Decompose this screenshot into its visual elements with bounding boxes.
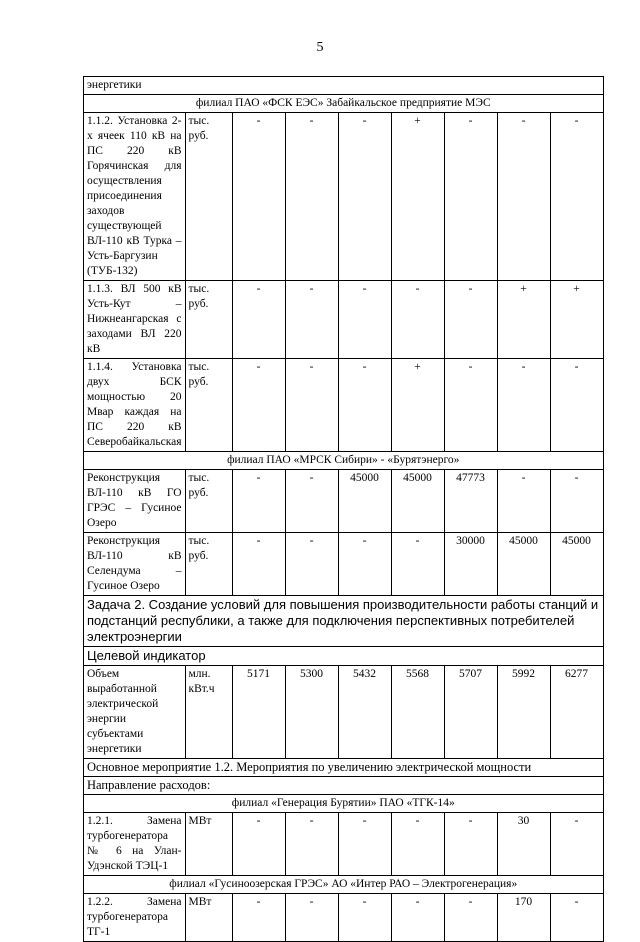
org-header: филиал ПАО «ФСК ЕЭС» Забайкальское предприятие МЭС xyxy=(84,95,604,113)
table-row xyxy=(84,813,604,876)
item-value: 5568 xyxy=(391,666,444,759)
item-name: Реконструкция ВЛ-110 кВ Селендума – Гусиное Озеро xyxy=(84,533,186,596)
org-header: филиал «Гусиноозерская ГРЭС» АО «Интер РАО – Электрогенерация» xyxy=(84,876,604,894)
org-header: филиал ПАО «МРСК Сибири» - «Бурятэнерго» xyxy=(84,452,604,470)
continued-text: энергетики xyxy=(84,77,604,95)
item-value: 5992 xyxy=(497,666,550,759)
item-value: 170 xyxy=(497,894,550,942)
item-value: 5707 xyxy=(444,666,497,759)
budget-table xyxy=(83,76,604,942)
item-value: - xyxy=(232,533,285,596)
item-value: - xyxy=(232,813,285,876)
item-value: - xyxy=(285,359,338,452)
item-value: - xyxy=(444,894,497,942)
item-value: - xyxy=(285,813,338,876)
item-unit: тыс. руб. xyxy=(185,359,232,452)
item-value: - xyxy=(444,113,497,281)
table-row xyxy=(84,77,604,95)
item-value: - xyxy=(285,470,338,533)
item-value: - xyxy=(550,359,603,452)
item-unit: тыс. руб. xyxy=(185,281,232,359)
item-value: - xyxy=(497,113,550,281)
item-value: - xyxy=(444,281,497,359)
item-value: - xyxy=(497,359,550,452)
item-unit: тыс. руб. xyxy=(185,533,232,596)
table-row xyxy=(84,876,604,894)
item-value: - xyxy=(550,813,603,876)
section-text: Направление расходов: xyxy=(84,777,604,795)
page-number: 5 xyxy=(316,40,324,55)
item-unit: млн. кВт.ч xyxy=(185,666,232,759)
item-value: 6277 xyxy=(550,666,603,759)
item-value: - xyxy=(391,281,444,359)
section-text: Основное мероприятие 1.2. Мероприятия по увеличению электрической мощности xyxy=(84,759,604,777)
org-header: филиал «Генерация Бурятии» ПАО «ТГК-14» xyxy=(84,795,604,813)
item-value: - xyxy=(338,281,391,359)
item-value: 47773 xyxy=(444,470,497,533)
table-row xyxy=(84,359,604,452)
item-value: - xyxy=(550,113,603,281)
item-value: - xyxy=(232,894,285,942)
item-value: - xyxy=(232,281,285,359)
item-value: 5432 xyxy=(338,666,391,759)
item-value: - xyxy=(338,359,391,452)
item-value: - xyxy=(285,113,338,281)
task-text: Целевой индикатор xyxy=(84,647,604,666)
item-name: 1.1.3. ВЛ 500 кВ Усть-Кут – Нижнеангарская с заходами ВЛ 220 кВ xyxy=(84,281,186,359)
item-value: 5300 xyxy=(285,666,338,759)
item-value: + xyxy=(497,281,550,359)
table-row xyxy=(84,452,604,470)
item-value: 45000 xyxy=(497,533,550,596)
item-value: + xyxy=(550,281,603,359)
item-value: + xyxy=(391,113,444,281)
item-unit: тыс. руб. xyxy=(185,470,232,533)
item-name: 1.2.2. Замена турбогенератора ТГ-1 xyxy=(84,894,186,942)
item-value: 30 xyxy=(497,813,550,876)
item-value: - xyxy=(285,281,338,359)
table-row xyxy=(84,647,604,666)
item-value: - xyxy=(497,470,550,533)
table-row xyxy=(84,795,604,813)
item-name: 1.1.2. Установка 2-х ячеек 110 кВ на ПС 220 кВ Горячинская для осуществления присоединения заходов существующей ВЛ-110 кВ Турка – Усть-Баргузин (ТУБ-132) xyxy=(84,113,186,281)
task-text: Задача 2. Создание условий для повышения производительности работы станций и подстанций республики, а также для подключения перспективных потребителей электроэнергии xyxy=(84,596,604,647)
item-value: - xyxy=(232,113,285,281)
table-row xyxy=(84,777,604,795)
table-row xyxy=(84,666,604,759)
table-row xyxy=(84,894,604,942)
item-value: - xyxy=(338,813,391,876)
table-row xyxy=(84,113,604,281)
item-value: - xyxy=(285,894,338,942)
item-name: Реконструкция ВЛ-110 кВ ГО ГРЭС – Гусиное Озеро xyxy=(84,470,186,533)
item-value: - xyxy=(232,470,285,533)
item-name: Объем выработанной электрической энергии субъектами энергетики xyxy=(84,666,186,759)
item-unit: тыс. руб. xyxy=(185,113,232,281)
item-name: 1.2.1. Замена турбогенератора № 6 на Улан-Удэнской ТЭЦ-1 xyxy=(84,813,186,876)
item-value: - xyxy=(550,894,603,942)
item-unit: МВт xyxy=(185,813,232,876)
item-value: 45000 xyxy=(338,470,391,533)
item-value: - xyxy=(232,359,285,452)
item-value: - xyxy=(550,470,603,533)
item-value: - xyxy=(338,894,391,942)
item-value: - xyxy=(391,533,444,596)
item-value: 45000 xyxy=(391,470,444,533)
item-value: - xyxy=(444,813,497,876)
item-value: 5171 xyxy=(232,666,285,759)
item-value: + xyxy=(391,359,444,452)
item-name: 1.1.4. Установка двух БСК мощностью 20 Мвар каждая на ПС 220 кВ Северобайкальская xyxy=(84,359,186,452)
item-value: 30000 xyxy=(444,533,497,596)
item-value: - xyxy=(391,894,444,942)
table-row xyxy=(84,759,604,777)
item-value: - xyxy=(391,813,444,876)
item-value: 45000 xyxy=(550,533,603,596)
item-value: - xyxy=(338,533,391,596)
item-value: - xyxy=(285,533,338,596)
table-row xyxy=(84,470,604,533)
table-row xyxy=(84,95,604,113)
item-value: - xyxy=(338,113,391,281)
table-row xyxy=(84,533,604,596)
item-unit: МВт xyxy=(185,894,232,942)
item-value: - xyxy=(444,359,497,452)
table-row xyxy=(84,281,604,359)
table-row xyxy=(84,596,604,647)
